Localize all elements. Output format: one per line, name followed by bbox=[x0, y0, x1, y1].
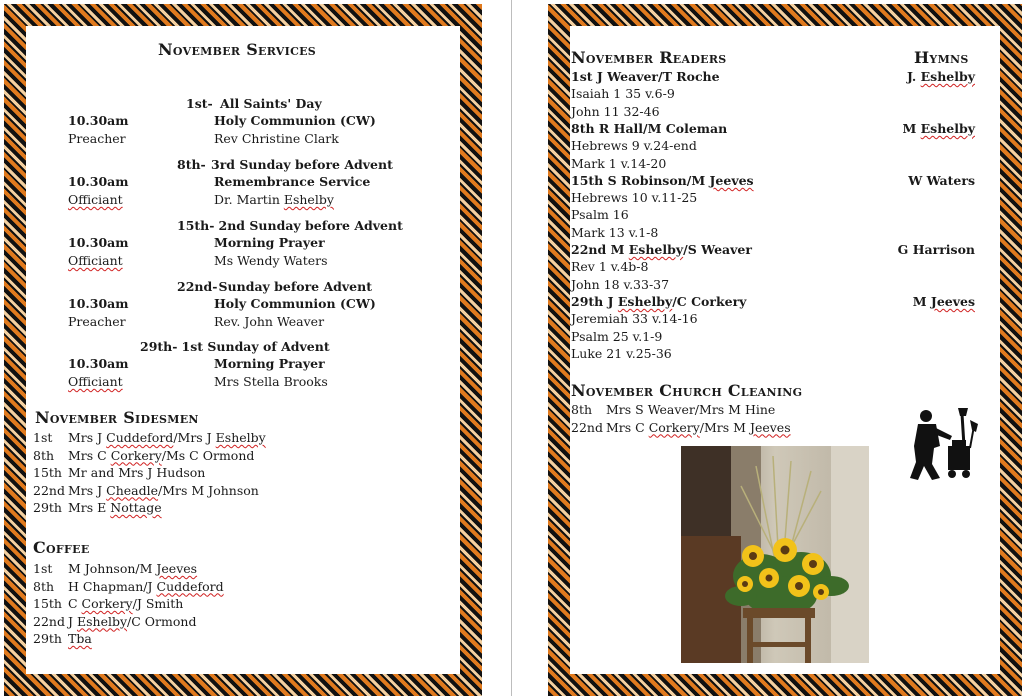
hymn-surname: Eshelby bbox=[920, 69, 975, 84]
reader-names: 29th J bbox=[571, 293, 618, 309]
reading: John 11 32-46 bbox=[571, 103, 660, 119]
service-person bbox=[214, 374, 328, 389]
list-date: 1st bbox=[33, 561, 53, 576]
service-date: 29th- bbox=[140, 339, 178, 354]
hymns-title: Hymns bbox=[914, 48, 969, 67]
service-name: Morning Prayer bbox=[214, 235, 325, 250]
list-item bbox=[33, 500, 162, 515]
list-text: M Johnson/M bbox=[68, 561, 157, 576]
list-text: Mr and Mrs J Hudson bbox=[68, 465, 206, 480]
list-text: Cheadle bbox=[106, 482, 159, 498]
list-date: 22nd bbox=[33, 482, 65, 498]
reader-surname: Eshelby bbox=[617, 293, 673, 309]
service-title: 1st Sunday of Advent bbox=[181, 339, 330, 354]
cleaner-icon bbox=[904, 406, 980, 482]
readers-title: November Readers bbox=[571, 48, 727, 67]
list-item bbox=[33, 430, 266, 445]
service-role: Officiant bbox=[68, 374, 123, 389]
service-role: Officiant bbox=[68, 253, 123, 268]
list-item bbox=[33, 483, 259, 498]
list-date: 8th bbox=[571, 402, 593, 417]
list-text: Eshelby bbox=[215, 430, 266, 445]
list-date: 1st bbox=[33, 430, 53, 445]
hymn-name: M bbox=[902, 120, 921, 136]
service-name: Holy Communion (CW) bbox=[214, 296, 376, 311]
list-text: Corkery bbox=[110, 447, 162, 463]
list-text: Mrs E bbox=[68, 500, 111, 515]
service-name: Holy Communion (CW) bbox=[214, 113, 376, 128]
reading: Rev 1 v.4b-8 bbox=[571, 259, 649, 275]
hymn-name: M bbox=[912, 293, 931, 309]
sidesmen-title: November Sidesmen bbox=[35, 408, 199, 427]
hymn-person bbox=[898, 242, 975, 257]
list-date: 15th bbox=[33, 465, 62, 480]
reader-heading bbox=[571, 121, 727, 136]
service-person-text: Ms Wendy Waters bbox=[214, 253, 328, 268]
service-role: Preacher bbox=[68, 314, 126, 329]
hymn-surname: Jeeves bbox=[930, 293, 975, 309]
service-person bbox=[214, 314, 324, 329]
reading: Psalm 16 bbox=[571, 207, 629, 223]
list-date: 22nd bbox=[571, 419, 603, 435]
list-text: Mrs C bbox=[606, 419, 649, 435]
hymn-name: G Harrison bbox=[897, 242, 975, 257]
list-text: Jeeves bbox=[749, 419, 791, 435]
list-item bbox=[33, 596, 183, 611]
list-item bbox=[571, 420, 791, 435]
list-text: /C Ormond bbox=[127, 613, 197, 629]
service-date: 22nd- bbox=[177, 279, 218, 294]
service-name: Morning Prayer bbox=[214, 356, 325, 371]
list-text: Cuddeford bbox=[156, 578, 224, 594]
reading: Mark 1 v.14-20 bbox=[571, 155, 667, 171]
service-time: 10.30am bbox=[68, 235, 129, 250]
list-text: J bbox=[68, 613, 77, 629]
service-person-text: Dr. Martin bbox=[214, 192, 284, 207]
list-item bbox=[33, 561, 197, 576]
reader-names: 1st J Weaver/T Roche bbox=[571, 69, 720, 84]
reader-names: 22nd M bbox=[571, 242, 629, 257]
list-text: /Ms C Ormond bbox=[161, 447, 255, 463]
reading: Hebrews 9 v.24-end bbox=[571, 138, 697, 154]
list-text: Mrs C bbox=[68, 447, 111, 463]
list-item bbox=[33, 448, 254, 463]
list-date: 29th bbox=[33, 500, 62, 515]
reader-names-rest: /C Corkery bbox=[672, 293, 747, 309]
list-text: Mrs S Weaver/Mrs M Hine bbox=[606, 402, 776, 417]
list-text: Corkery bbox=[648, 419, 700, 435]
list-item bbox=[571, 402, 775, 417]
hymn-person bbox=[913, 294, 975, 309]
reading: Mark 13 v.1-8 bbox=[571, 224, 659, 240]
reader-names: 15th S Robinson/M bbox=[571, 172, 710, 188]
list-text: Nottage bbox=[110, 500, 162, 515]
hymn-surname: Eshelby bbox=[920, 120, 975, 136]
service-person bbox=[214, 192, 334, 207]
service-person bbox=[214, 131, 339, 146]
reader-names-rest: /S Weaver bbox=[683, 242, 752, 257]
list-text: C bbox=[68, 596, 82, 611]
reader-heading bbox=[571, 242, 752, 257]
coffee-title: Coffee bbox=[33, 538, 90, 557]
list-text: Mrs J bbox=[68, 482, 107, 498]
service-time: 10.30am bbox=[68, 113, 129, 128]
list-date: 8th bbox=[33, 578, 55, 594]
list-date: 22nd bbox=[33, 613, 65, 629]
list-text: Jeeves bbox=[156, 561, 198, 576]
service-person-surname: Eshelby bbox=[283, 192, 334, 207]
list-item bbox=[33, 631, 92, 646]
service-time: 10.30am bbox=[68, 296, 129, 311]
reader-heading bbox=[571, 173, 754, 188]
service-role: Officiant bbox=[68, 192, 123, 207]
cleaning-title: November Church Cleaning bbox=[571, 381, 803, 400]
service-date: 15th- bbox=[177, 218, 215, 233]
list-item bbox=[33, 465, 205, 480]
service-date: 1st- bbox=[186, 96, 213, 111]
hymn-name: J. bbox=[906, 69, 921, 84]
list-item bbox=[33, 614, 196, 629]
service-title: 2nd Sunday before Advent bbox=[218, 218, 403, 233]
hymn-person bbox=[908, 173, 975, 188]
service-person-text: Rev Christine Clark bbox=[214, 131, 339, 146]
service-person-text: Rev. John Weaver bbox=[214, 314, 325, 329]
services-title: November Services bbox=[158, 40, 317, 59]
reader-heading bbox=[571, 69, 720, 84]
service-title: 3rd Sunday before Advent bbox=[211, 157, 393, 172]
list-text: Corkery bbox=[81, 596, 133, 611]
list-text: Cuddeford bbox=[106, 430, 174, 445]
service-role: Preacher bbox=[68, 131, 126, 146]
reading: Psalm 25 v.1-9 bbox=[571, 328, 663, 344]
hymn-person bbox=[902, 121, 975, 136]
reader-names: 8th R Hall/M Coleman bbox=[571, 120, 728, 136]
reading: Luke 21 v.25-36 bbox=[571, 345, 672, 361]
service-title: Sunday before Advent bbox=[218, 279, 372, 294]
reader-heading bbox=[571, 294, 746, 309]
service-person-text: Mrs Stella Brooks bbox=[214, 374, 328, 389]
service-name: Remembrance Service bbox=[214, 174, 371, 189]
reading: Hebrews 10 v.11-25 bbox=[571, 190, 698, 206]
hymn-name: W Waters bbox=[908, 172, 975, 188]
list-date: 8th bbox=[33, 447, 55, 463]
page-divider bbox=[511, 0, 512, 696]
list-text: H Chapman/J bbox=[68, 578, 157, 594]
hymn-person bbox=[907, 69, 975, 84]
list-text: /Mrs M bbox=[699, 419, 750, 435]
reader-surname: Jeeves bbox=[709, 172, 754, 188]
reading: John 18 v.33-37 bbox=[571, 276, 670, 292]
service-title: All Saints' Day bbox=[220, 96, 322, 111]
service-time: 10.30am bbox=[68, 356, 129, 371]
reading: Isaiah 1 35 v.6-9 bbox=[571, 86, 675, 102]
list-text: Eshelby bbox=[76, 613, 128, 629]
list-item bbox=[33, 579, 224, 594]
list-text: /J Smith bbox=[132, 596, 184, 611]
service-date: 8th- bbox=[177, 157, 206, 172]
service-time: 10.30am bbox=[68, 174, 129, 189]
reading: Jeremiah 33 v.14-16 bbox=[571, 311, 698, 327]
list-text: Mrs J bbox=[68, 430, 107, 445]
list-date: 29th bbox=[33, 631, 62, 646]
list-text: /Mrs M Johnson bbox=[158, 482, 259, 498]
list-text: /Mrs J bbox=[173, 430, 216, 445]
list-text: Tba bbox=[68, 631, 92, 646]
flower-arrangement-photo bbox=[681, 446, 869, 663]
reader-surname: Eshelby bbox=[628, 242, 684, 257]
service-person bbox=[214, 253, 328, 268]
list-date: 15th bbox=[33, 596, 62, 611]
